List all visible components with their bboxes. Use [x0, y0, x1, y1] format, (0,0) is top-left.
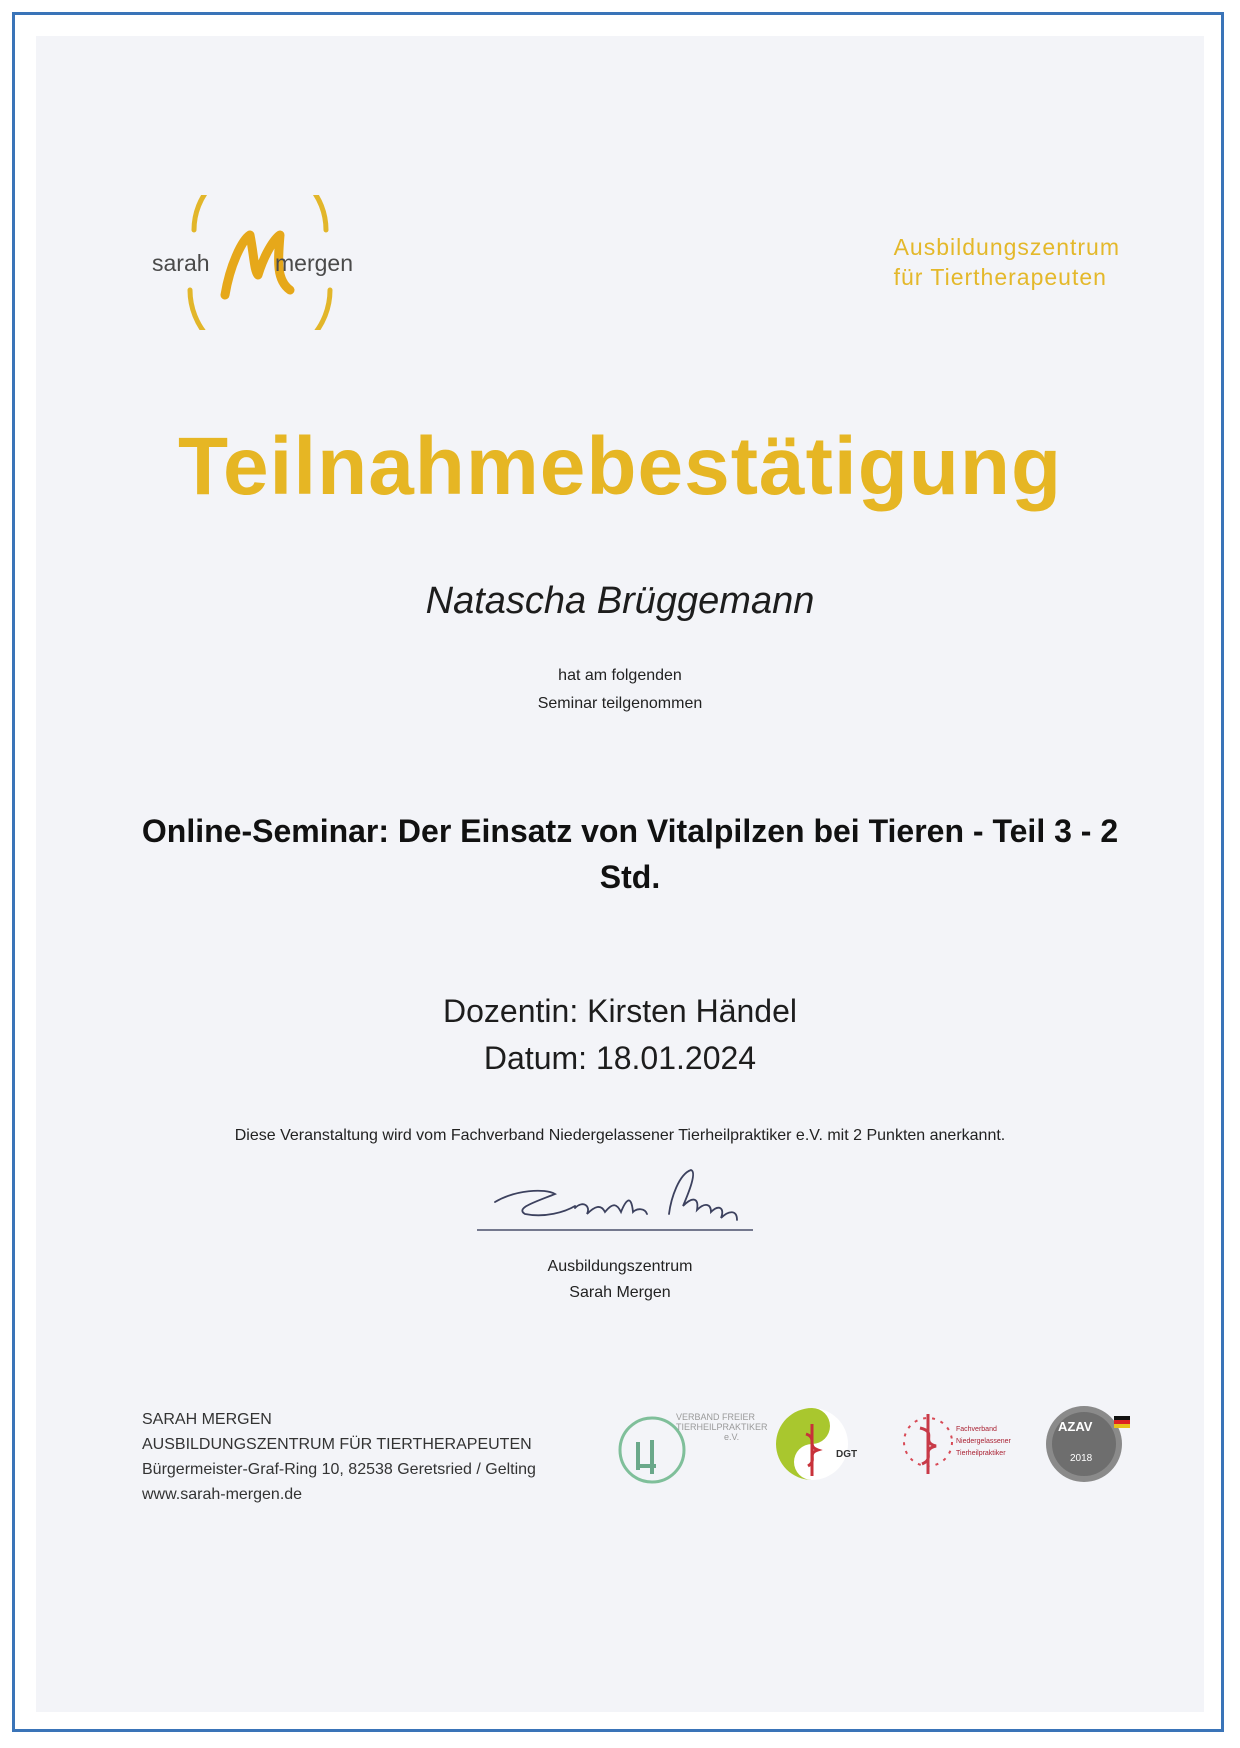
sarah-mergen-logo — [150, 195, 370, 330]
signature-caption-line2: Sarah Mergen — [569, 1284, 671, 1301]
intro-line1: hat am folgenden — [558, 667, 682, 684]
academy-title-line1: Ausbildungszentrum — [893, 234, 1120, 260]
azav-seal-icon — [1040, 1402, 1132, 1484]
signature-caption-line1: Ausbildungszentrum — [547, 1258, 693, 1275]
vft-seal-icon — [618, 1400, 768, 1490]
address-block — [142, 1407, 536, 1507]
date: Datum: 18.01.2024 — [483, 1040, 757, 1076]
logo-word-mergen: mergen — [275, 250, 353, 276]
academy-title-line2: für Tiertherapeuten — [893, 264, 1107, 290]
azav-seal-text: AZAV — [1058, 1419, 1093, 1434]
address-line1: SARAH MERGEN — [142, 1411, 272, 1428]
vft-seal-text1: VERBAND FREIER — [676, 1412, 756, 1422]
fnt-seal-text1: Fachverband — [956, 1426, 997, 1433]
vft-seal-text2: TIERHEILPRAKTIKER — [676, 1422, 768, 1432]
address-line3: Bürgermeister-Graf-Ring 10, 82538 Geretsried / Gelting — [142, 1461, 536, 1478]
dgt-seal-text: DGT — [836, 1449, 858, 1460]
vft-seal-text3: e.V. — [724, 1432, 740, 1442]
handwritten-signature — [475, 1162, 765, 1242]
seminar-title-line1: Online-Seminar: Der Einsatz von Vitalpilzen bei Tieren - Teil 3 - 2 — [141, 813, 1119, 849]
fnt-seal-text3: Tierheilpraktiker — [956, 1450, 1006, 1457]
logo-word-sarah: sarah — [152, 250, 210, 276]
seminar-title — [140, 808, 1120, 900]
dgt-seal-icon — [772, 1404, 862, 1484]
academy-title — [894, 232, 1120, 292]
lecturer: Dozentin: Kirsten Händel — [443, 993, 797, 1029]
fnt-seal-icon — [898, 1402, 1018, 1484]
fnt-seal-text2: Niedergelassener — [956, 1438, 1011, 1445]
seminar-title-line2: Std. — [599, 859, 661, 895]
website: www.sarah-mergen.de — [142, 1486, 303, 1503]
accreditation-note: Diese Veranstaltung wird vom Fachverband Niedergelassener Tierheilpraktiker e.V. mit 2 Punkten anerkannt. — [234, 1127, 1006, 1144]
address-line2: AUSBILDUNGSZENTRUM FÜR TIERTHERAPEUTEN — [142, 1436, 532, 1453]
certificate-title: Teilnahmebestätigung — [177, 421, 1063, 512]
participant-name: Natascha Brüggemann — [425, 580, 815, 622]
azav-seal-year: 2018 — [1070, 1453, 1093, 1464]
intro-line2: Seminar teilgenommen — [537, 695, 703, 712]
